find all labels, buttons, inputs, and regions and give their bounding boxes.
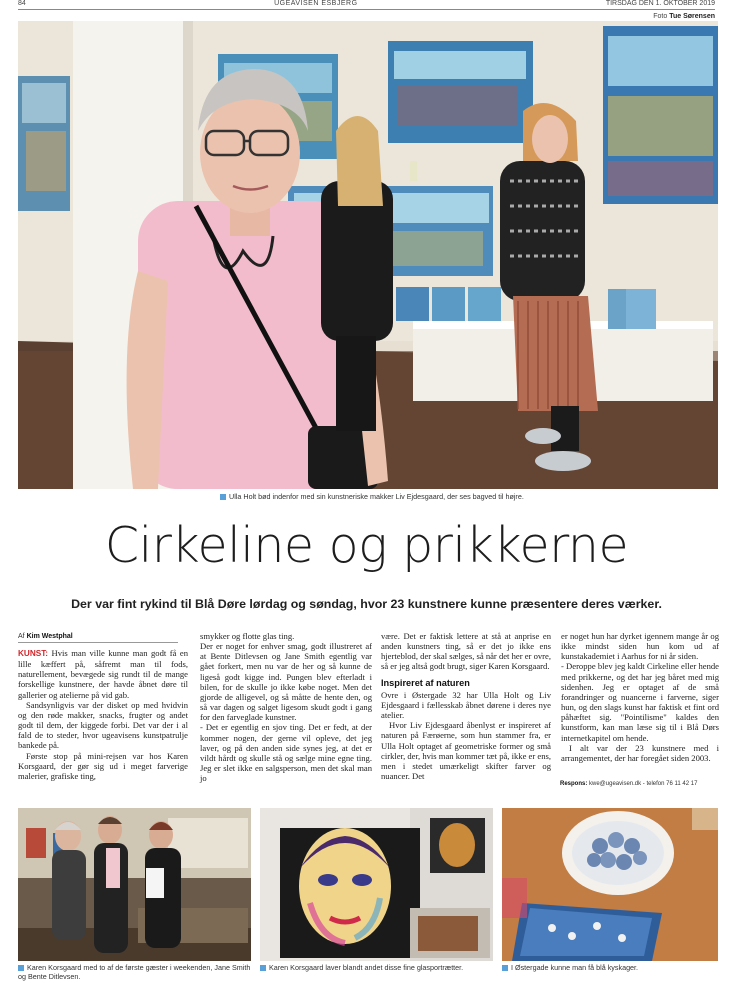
kicker: KUNST: bbox=[18, 649, 49, 658]
caption-marker-icon bbox=[260, 965, 266, 971]
bottom-photo-2-caption-text: Karen Korsgaard laver blandt andet disse fine glasportrætter. bbox=[269, 963, 464, 972]
paragraph: Hvor Liv Ejdesgaard åbenlyst er inspireret af naturen på Færøerne, som hun stammer fra, er Ulla Holt optaget af geometriske former og små cirkler, der, hvis man kommer tæt på, ikke er ens, men i stedet umærkeligt skifter farver og nuancer. Det bbox=[381, 720, 551, 782]
caption-marker-icon bbox=[220, 494, 226, 500]
main-photo bbox=[18, 21, 718, 489]
main-photo-caption bbox=[220, 492, 700, 501]
article-column-2 bbox=[200, 631, 372, 783]
paragraph: - Det er egentlig en sjov ting. Det er fedt, at der kommer nogen, der gerne vil opleve, det jeg laver, og på den anden side synes jeg, at det er vildt hårdt og skulle stå og sælge mine egne ting. Jeg er slet ikke en salgsperson, men det skal man jo bbox=[200, 722, 372, 784]
respons-label: Respons: bbox=[560, 781, 588, 787]
respons-text: kwe@ugeavisen.dk - telefon 76 11 42 17 bbox=[589, 781, 698, 787]
paragraph: er noget hun har dyrket igennem mange år og ikke mindst siden hun kom ud af kunstakademiet i Aarhus for ni år siden. bbox=[561, 631, 719, 662]
respons-line bbox=[560, 781, 697, 787]
subheadline: Der var fint rykind til Blå Døre lørdag og søndag, hvor 23 kunstnere kunne præsentere deres værker. bbox=[71, 597, 662, 611]
caption-marker-icon bbox=[18, 965, 24, 971]
headline: Cirkeline og prikkerne bbox=[104, 517, 629, 574]
photo-credit bbox=[653, 13, 715, 20]
article-column-3 bbox=[381, 631, 551, 781]
paragraph: Første stop på mini-rejsen var hos Karen Korsgaard, der gør sig ud i meget farverige malerier, grafiske ting, bbox=[18, 750, 188, 781]
byline-name: Kim Westphal bbox=[26, 633, 73, 640]
bottom-photo-3-caption-text: I Østergade kunne man få blå kyskager. bbox=[511, 963, 639, 972]
caption-marker-icon bbox=[502, 965, 508, 971]
paragraph: Ovre i Østergade 32 har Ulla Holt og Liv Ejdesgaard i fællesskab åbnet dørene i deres nye atelier. bbox=[381, 689, 551, 721]
article-column-4 bbox=[561, 631, 719, 763]
bottom-photo-1 bbox=[18, 808, 251, 961]
bottom-photo-1-caption bbox=[18, 963, 254, 981]
byline-rule bbox=[18, 642, 178, 643]
main-photo-caption-text: Ulla Holt bød indenfor med sin kunstneriske makker Liv Ejdesgaard, der ses bagved til højre. bbox=[229, 492, 524, 501]
page-header bbox=[18, 0, 715, 8]
header-rule bbox=[18, 9, 715, 10]
paragraph: være. Det er faktisk lettere at stå at anprise en anden kunstners ting, så er det jo ikke ens hjerteblod, der skal sælges, så når det her er ovre, så er jeg altså godt brugt, siger Karen Korsgaard. bbox=[381, 631, 551, 672]
article-column-1 bbox=[18, 648, 188, 781]
photo-credit-name: Tue Sørensen bbox=[669, 13, 715, 20]
paragraph: Sandsynligvis var der disket op med hvidvin og den røde makker, snacks, frugter og andet godt til dem, der kiggede forbi. Det var der i al fald de to steder, hvor ugeavisens kunstpatrulje bankede på. bbox=[18, 699, 188, 751]
page-number: 84 bbox=[18, 0, 26, 7]
paragraph: - Deroppe blev jeg kaldt Cirkeline eller hende med prikkerne, og det har jeg båret med mig sidenhen. Jeg er optaget af de små forandringer og nuancerne i farverne, siger hun, og den slags kunst har faktisk et fint ord påhæftet sig. "Pointilisme" kaldes den kunstform, kan man læse sig til i Blå Dørs internetkapitel om hende. bbox=[561, 661, 719, 743]
byline-prefix: Af bbox=[18, 633, 25, 640]
newspaper-name: UGEAVISEN ESBJERG bbox=[274, 0, 358, 7]
paragraph: smykker og flotte glas ting. bbox=[200, 631, 295, 641]
paragraph: Der er noget for enhver smag, godt illustreret af at Bente Ditlevsen og Jane Smith egentlig var gået forkert, men nu var de her og så kunne de ligeså godt kigge ind. Pungen blev efterladt i bilen, for de skulle jo ikke købe noget. Men det gjorde de alligevel, og så måtte de hente den, og så var dagen og salget ligesom skudt godt i gang for den farveglade kunstner. bbox=[200, 641, 372, 723]
paragraph: I alt var der 23 kunstnere med i arrangementet, der har foregået siden 2003. bbox=[561, 742, 719, 763]
byline bbox=[18, 633, 73, 640]
bottom-photo-2 bbox=[260, 808, 493, 961]
bottom-photo-1-caption-text: Karen Korsgaard med to af de første gæster i weekenden, Jane Smith og Bente Ditlevsen. bbox=[18, 963, 251, 981]
bottom-photo-3-caption bbox=[502, 963, 718, 972]
photo-credit-label: Foto bbox=[653, 13, 668, 20]
issue-date: TIRSDAG DEN 1. OKTOBER 2019 bbox=[605, 0, 715, 7]
paragraph-text: Hvis man ville kunne man godt få en lille kæffert på, såfremt man til fods, naturellement, bevægede sig rundt til de mange forskellige kunstnere, der havde åbnet døre til gallerier og atelierne på vid gab. bbox=[18, 648, 188, 700]
bottom-photo-2-caption bbox=[260, 963, 496, 972]
paragraph bbox=[18, 648, 188, 700]
bottom-photo-3 bbox=[502, 808, 718, 961]
section-subhead: Inspireret af naturen bbox=[381, 677, 470, 688]
